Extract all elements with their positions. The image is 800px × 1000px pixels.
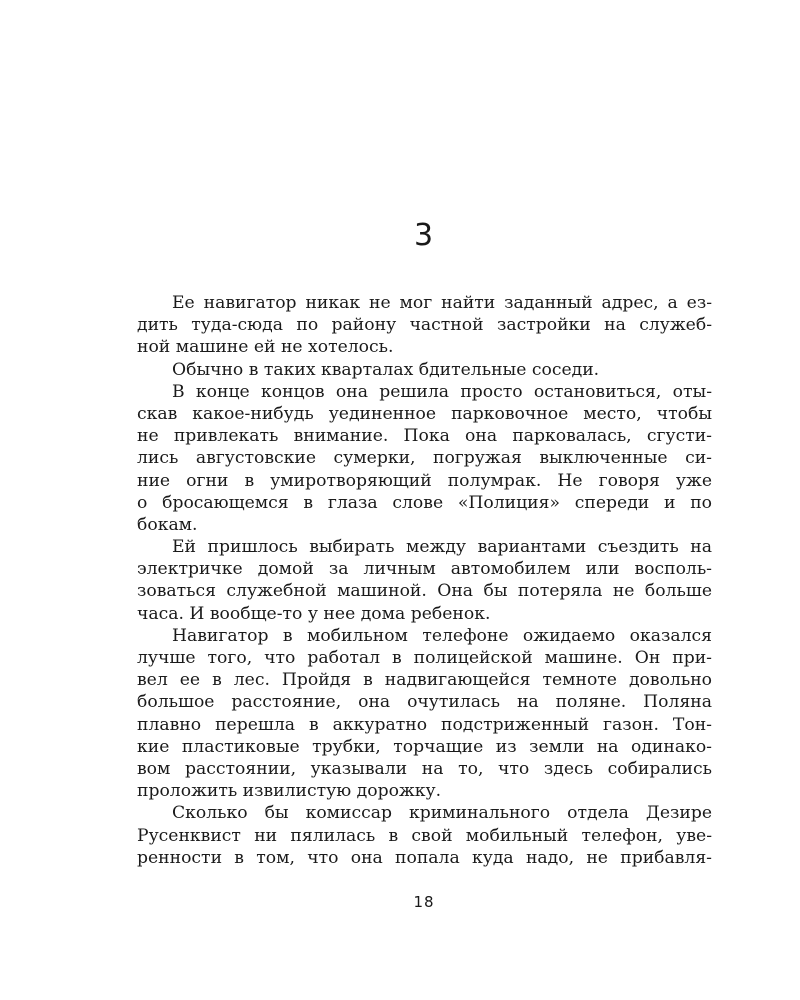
text-line: о бросающемся в глаза слове «Полиция» спереди и по — [137, 492, 712, 513]
text-line: В конце концов она решила просто остановиться, оты- — [172, 381, 712, 402]
text-line: Навигатор в мобильном телефоне ожидаемо оказался — [172, 625, 712, 646]
text-line: кие пластиковые трубки, торчащие из земли на одинако- — [137, 736, 712, 757]
text-line: Сколько бы комиссар криминального отдела Дезире — [172, 803, 712, 824]
text-line: зоваться служебной машиной. Она бы потеряла не больше — [137, 581, 712, 602]
text-line: Обычно в таких кварталах бдительные соседи. — [172, 359, 600, 380]
text-line: ренности в том, что она попала куда надо, не прибавля- — [137, 847, 712, 868]
text-line: скав какое-нибудь уединенное парковочное место, чтобы — [137, 403, 712, 424]
body-text — [137, 292, 712, 869]
text-line: вом расстоянии, указывали на то, что здесь собирались — [137, 758, 712, 779]
chapter-number: 3 — [413, 218, 435, 253]
text-line: вел ее в лес. Пройдя в надвигающейся темноте довольно — [137, 670, 712, 691]
text-line: дить туда-сюда по району частной застройки на служеб- — [137, 315, 712, 336]
text-line: лучше того, что работал в полицейской машине. Он при- — [137, 648, 712, 668]
text-line: бокам. — [137, 514, 198, 535]
text-line: не привлекать внимание. Пока она парковалась, сгусти- — [137, 426, 712, 447]
paragraph — [137, 381, 712, 536]
text-line: большое расстояние, она очутилась на поляне. Поляна — [137, 692, 712, 713]
paragraph — [137, 292, 712, 359]
paragraph — [137, 359, 712, 381]
text-line: Ее навигатор никак не мог найти заданный адрес, а ез- — [172, 293, 712, 313]
paragraph — [137, 625, 712, 803]
text-line: электричке домой за личным автомобилем или восполь- — [137, 559, 712, 580]
text-line: лись августовские сумерки, погружая выключенные си- — [137, 448, 712, 469]
text-line: проложить извилистую дорожку. — [137, 781, 442, 802]
text-line: часа. И вообще-то у нее дома ребенок. — [137, 603, 491, 624]
text-line: плавно перешла в аккуратно подстриженный газон. Тон- — [137, 714, 712, 735]
text-line: ние огни в умиротворяющий полумрак. Не говоря уже — [137, 470, 712, 491]
text-line: ной машине ей не хотелось. — [137, 337, 394, 358]
paragraph — [137, 802, 712, 869]
text-line: Русенквист ни пялилась в свой мобильный телефон, уве- — [137, 825, 712, 846]
page-number: 18 — [413, 893, 435, 911]
paragraph — [137, 536, 712, 625]
text-line: Ей пришлось выбирать между вариантами съездить на — [172, 537, 712, 558]
